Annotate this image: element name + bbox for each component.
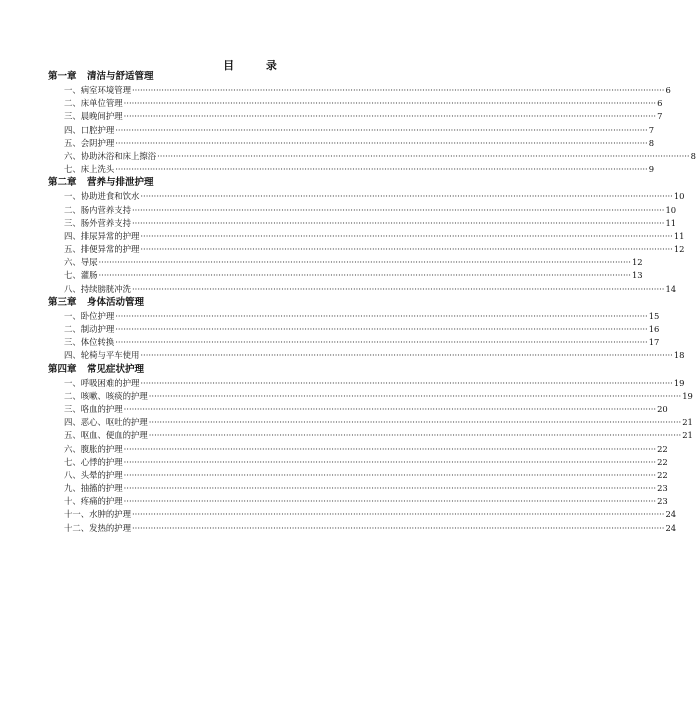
toc-entry-label: 三、晨晚间护理 [64,111,123,122]
chapter-heading [48,363,438,377]
chapter-title: 身体活动管理 [87,296,145,308]
toc-entry[interactable] [48,508,677,521]
dot-leader: ········································································································································································································ [115,164,648,175]
dot-leader: ········································································································································································································ [123,456,657,467]
dot-leader: ········································································································································································································ [157,150,690,161]
toc-entry-label: 八、持续膀胱冲洗 [64,283,131,294]
toc-entry-label: 六、导尿 [64,257,98,268]
toc-entry-page: 24 [665,509,677,520]
dot-leader: ········································································································································································································ [132,204,665,215]
toc-entry[interactable] [48,456,668,469]
toc-entry[interactable] [48,349,685,362]
dot-leader: ········································································································································································································ [132,283,665,294]
dot-leader: ········································································································································································································ [115,137,648,148]
toc-entry-label: 四、口腔护理 [64,124,115,135]
dot-leader: ········································································································································································································ [123,98,657,109]
toc-entry[interactable] [48,163,655,176]
dot-leader: ········································································································································································································ [123,443,657,454]
dot-leader: ········································································································································································································ [148,417,682,428]
toc-entry-label: 五、呕血、便血的护理 [64,430,148,441]
toc-entry[interactable] [48,230,685,243]
toc-entry-label: 九、抽搐的护理 [64,483,123,494]
toc-entry-page: 10 [665,204,677,215]
toc-entry[interactable] [48,336,660,349]
dot-leader: ········································································································································································································ [123,469,657,480]
dot-leader: ········································································································································································································ [123,111,657,122]
toc-entry-page: 6 [657,98,663,109]
dot-leader: ········································································································································································································ [140,377,673,388]
dot-leader: ········································································································································································································ [123,496,657,507]
dot-leader: ········································································································································································································ [115,310,648,321]
chapter-number: 第一章 [48,71,77,82]
toc-entry-page: 8 [648,137,655,148]
toc-entry[interactable] [48,204,677,217]
toc-entry-page: 7 [648,124,655,135]
toc-entry-label: 十一、水肿的护理 [64,509,131,520]
toc-entry-label: 四、轮椅与平车使用 [64,350,140,361]
toc-entry-label: 二、床单位管理 [64,98,123,109]
toc-entry-label: 六、协助沐浴和床上擦浴 [64,150,157,161]
toc-entry[interactable] [48,323,660,336]
toc-entry-label: 七、床上洗头 [64,164,115,175]
toc-entry[interactable] [48,97,663,110]
toc-entry-page: 8 [690,150,696,161]
toc-entry-page: 20 [657,403,668,414]
toc-entry-label: 五、排便异常的护理 [64,244,140,255]
toc-entry-page: 24 [665,522,677,533]
toc-entry-label: 二、咳嗽、咳痰的护理 [64,390,148,401]
chapter-heading [48,70,438,84]
dot-leader: ········································································································································································································ [132,217,665,228]
toc-entry-page: 23 [657,483,668,494]
chapter-number: 第二章 [48,177,77,189]
dot-leader: ········································································································································································································ [98,270,631,281]
dot-leader: ········································································································································································································ [123,403,657,414]
toc-entry-label: 三、咯血的护理 [64,403,123,414]
toc-entry-label: 三、体位转换 [64,337,115,348]
toc-entry-label: 一、协助进食和饮水 [64,191,140,202]
toc-entry-page: 23 [657,496,668,507]
dot-leader: ········································································································································································································ [132,509,665,520]
toc-entry-page: 18 [673,350,685,361]
toc-entry-page: 9 [648,164,655,175]
toc-entry[interactable] [48,110,663,123]
chapter-heading [48,176,438,190]
toc-entry-label: 五、会阴护理 [64,137,115,148]
toc-entry-page: 12 [673,244,685,255]
toc-entry[interactable] [48,137,655,150]
toc-entry-label: 六、腹胀的护理 [64,443,123,454]
toc-entry-page: 6 [665,85,671,95]
toc-entry-label: 一、病室环境管理 [64,85,131,95]
toc-entry[interactable] [48,150,696,163]
toc-entry[interactable] [48,522,677,535]
dot-leader: ········································································································································································································ [123,483,657,494]
toc-entry-label: 一、卧位护理 [64,310,115,321]
toc-entry[interactable] [48,495,668,508]
toc-entry-page: 17 [648,337,660,348]
toc-entry-page: 19 [673,377,685,388]
chapter-title: 常见症状护理 [87,363,145,375]
toc-entry-page: 12 [631,257,643,268]
toc-entry[interactable] [48,217,677,230]
toc-entry-label: 十、疼痛的护理 [64,496,123,507]
toc-entry-page: 22 [657,469,668,480]
toc-entry[interactable] [48,443,668,456]
toc-list [48,70,696,535]
toc-entry[interactable] [48,190,685,203]
toc-entry[interactable] [48,243,685,256]
toc-entry-page: 15 [648,310,660,321]
dot-leader: ········································································································································································································ [140,244,673,255]
toc-entry-page: 16 [648,324,660,334]
toc-entry-page: 19 [682,390,693,401]
toc-entry-label: 二、肠内营养支持 [64,204,131,215]
dot-leader: ········································································································································································································ [140,191,673,202]
chapter-heading [48,296,438,310]
chapter-title: 营养与排泄护理 [87,177,154,189]
dot-leader: ········································································································································································································ [115,324,648,334]
toc-entry-label: 七、灌肠 [64,270,98,281]
toc-entry-page: 14 [665,283,677,294]
toc-entry-page: 11 [665,217,677,228]
toc-entry-page: 22 [657,443,668,454]
toc-entry[interactable] [48,390,693,403]
toc-entry[interactable] [48,429,693,442]
toc-entry-page: 22 [657,456,668,467]
toc-entry[interactable] [48,416,693,429]
toc-entry-label: 一、呼吸困难的护理 [64,377,140,388]
toc-entry-label: 七、心悸的护理 [64,456,123,467]
toc-entry-label: 八、头晕的护理 [64,469,123,480]
dot-leader: ········································································································································································································ [98,257,631,268]
toc-title: 目 录 [223,59,291,72]
toc-entry[interactable] [48,124,655,137]
dot-leader: ········································································································································································································ [115,337,648,348]
toc-entry[interactable] [48,403,668,416]
toc-entry[interactable] [48,256,643,269]
toc-entry[interactable] [48,269,643,282]
dot-leader: ········································································································································································································ [148,430,682,441]
toc-entry[interactable] [48,377,685,390]
chapter-number: 第四章 [48,363,77,375]
toc-entry-label: 四、恶心、呕吐的护理 [64,417,148,428]
dot-leader: ········································································································································································································ [132,522,665,533]
toc-entry-page: 10 [673,191,685,202]
dot-leader: ········································································································································································································ [140,230,673,241]
dot-leader: ········································································································································································································ [148,390,682,401]
toc-entry-label: 十二、发热的护理 [64,522,131,533]
toc-entry[interactable] [48,84,671,97]
toc-entry[interactable] [48,310,660,323]
toc-entry-page: 11 [673,230,685,241]
dot-leader: ········································································································································································································ [140,350,673,361]
toc-entry-page: 21 [682,417,693,428]
toc-entry-page: 13 [631,270,643,281]
toc-entry-page: 21 [682,430,693,441]
toc-entry-label: 二、制动护理 [64,324,115,334]
toc-entry-page: 7 [657,111,663,122]
chapter-number: 第三章 [48,296,77,308]
dot-leader: ········································································································································································································ [115,124,648,135]
toc-entry[interactable] [48,283,677,296]
toc-entry-label: 三、肠外营养支持 [64,217,131,228]
chapter-title: 清洁与舒适管理 [87,71,154,82]
toc-entry-label: 四、排尿异常的护理 [64,230,140,241]
dot-leader: ········································································································································································································ [132,85,665,95]
toc-entry[interactable] [48,469,668,482]
toc-entry[interactable] [48,482,668,495]
